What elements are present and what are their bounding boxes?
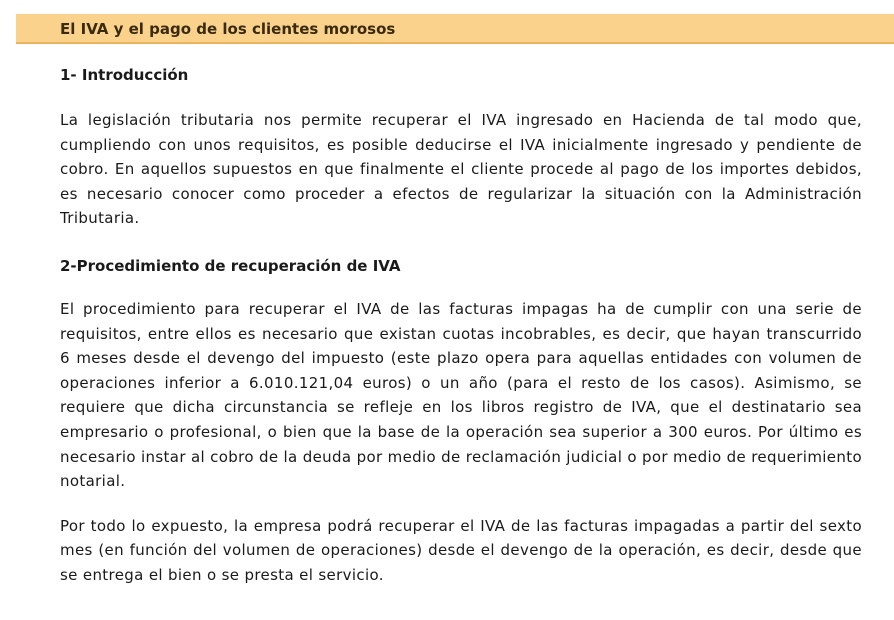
- title-bar: [16, 14, 894, 44]
- page-title: El IVA y el pago de los clientes morosos: [60, 20, 396, 38]
- paragraph-procedimiento-requisitos: El procedimiento para recuperar el IVA de las facturas impagas ha de cumplir con una serie de requisitos, entre ellos es necesario que existan cuotas incobrables, es decir, que hayan transcurrido 6 meses desde el devengo del impuesto (este plazo opera para aquellas entidades con volumen de operaciones inferior a 6.010.121,04 euros) o un año (para el resto de los casos). Asimismo, se requiere que dicha circunstancia se refleje en los libros registro de IVA, que el destinatario sea empresario o profesional, o bien que la base de la operación sea superior a 300 euros. Por último es necesario instar al cobro de la deuda por medio de reclamación judicial o por medio de requerimiento notarial.: [60, 299, 862, 491]
- article-body: [60, 64, 862, 588]
- paragraph-introduccion: La legislación tributaria nos permite recuperar el IVA ingresado en Hacienda de tal modo que, cumpliendo con unos requisitos, es posible deducirse el IVA inicialmente ingresado y pendiente de cobro. En aquellos supuestos en que finalmente el cliente procede al pago de los importes debidos, es necesario conocer como proceder a efectos de regularizar la situación con la Administración Tributaria.: [60, 111, 862, 228]
- section-heading-procedimiento: 2-Procedimiento de recuperación de IVA: [60, 256, 401, 275]
- paragraph-procedimiento-conclusion: Por todo lo expuesto, la empresa podrá recuperar el IVA de las facturas impagadas a partir del sexto mes (en función del volumen de operaciones) desde el devengo de la operación, es decir, desde que se entrega el bien o se presta el servicio.: [60, 516, 862, 584]
- section-heading-introduccion: 1- Introducción: [60, 66, 189, 84]
